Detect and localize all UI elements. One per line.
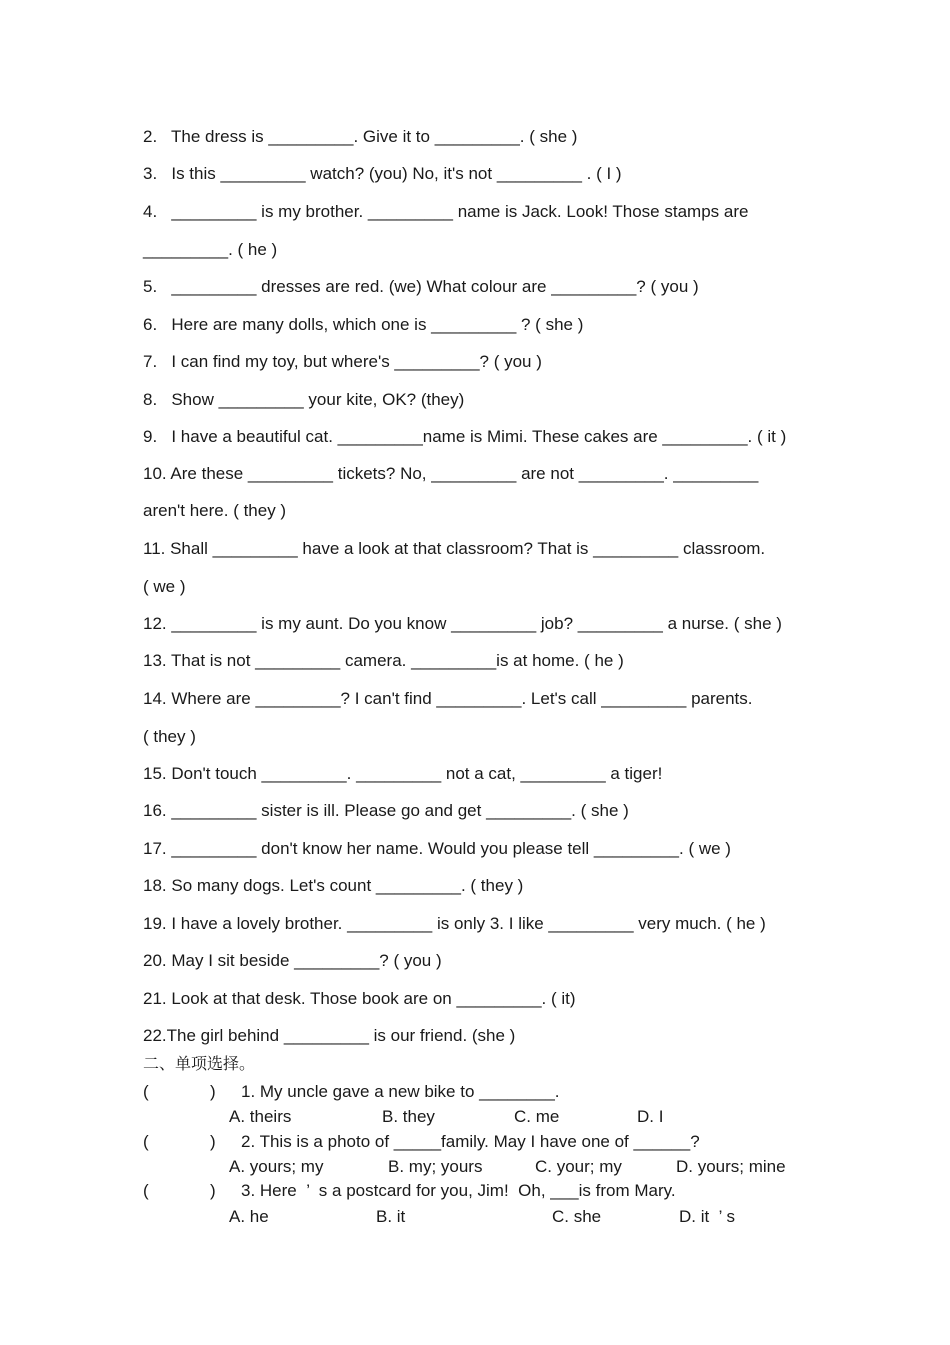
mc-option-2a: A. yours; my bbox=[229, 1157, 324, 1176]
exercise-line-6: 6. Here are many dolls, which one is _________ ? ( she ) bbox=[143, 315, 584, 334]
exercise-line-20: 20. May I sit beside _________? ( you ) bbox=[143, 951, 442, 970]
mc-option-1d: D. I bbox=[637, 1107, 664, 1126]
exercise-line-21: 21. Look at that desk. Those book are on _________. ( it) bbox=[143, 989, 576, 1008]
exercise-line-4-cont: _________. ( he ) bbox=[143, 240, 278, 259]
exercise-line-10-cont: aren't here. ( they ) bbox=[143, 501, 287, 520]
answer-paren-3: ( ) bbox=[143, 1181, 216, 1200]
exercise-line-4: 4. _________ is my brother. _________ name is Jack. Look! Those stamps are bbox=[143, 202, 749, 221]
exercise-line-14: 14. Where are _________? I can't find _________. Let's call _________ parents. bbox=[143, 689, 753, 708]
mc-option-2c: C. your; my bbox=[535, 1157, 622, 1176]
exercise-line-2: 2. The dress is _________. Give it to _________. ( she ) bbox=[143, 127, 578, 146]
mc-option-3d: D. it ’ s bbox=[679, 1207, 736, 1226]
mc-option-3a: A. he bbox=[229, 1207, 269, 1226]
exercise-line-11: 11. Shall _________ have a look at that classroom? That is _________ classroom. bbox=[143, 539, 766, 558]
section-title: 二、单项选择。 bbox=[143, 1054, 256, 1073]
mc-option-2d: D. yours; mine bbox=[676, 1157, 786, 1176]
exercise-line-19: 19. I have a lovely brother. _________ is only 3. I like _________ very much. ( he ) bbox=[143, 914, 766, 933]
exercise-line-11-cont: ( we ) bbox=[143, 577, 186, 596]
exercise-line-5: 5. _________ dresses are red. (we) What colour are _________? ( you ) bbox=[143, 277, 699, 296]
exercise-line-18: 18. So many dogs. Let's count _________. ( they ) bbox=[143, 876, 524, 895]
exercise-line-12: 12. _________ is my aunt. Do you know _________ job? _________ a nurse. ( she ) bbox=[143, 614, 782, 633]
exercise-line-17: 17. _________ don't know her name. Would you please tell _________. ( we ) bbox=[143, 839, 731, 858]
exercise-line-7: 7. I can find my toy, but where's _________? ( you ) bbox=[143, 352, 542, 371]
exercise-line-22: 22.The girl behind _________ is our friend. (she ) bbox=[143, 1026, 516, 1045]
exercise-line-3: 3. Is this _________ watch? (you) No, it's not _________ . ( I ) bbox=[143, 164, 622, 183]
exercise-line-13: 13. That is not _________ camera. _________is at home. ( he ) bbox=[143, 651, 624, 670]
answer-paren-2: ( ) bbox=[143, 1132, 216, 1151]
mc-question-2: 2. This is a photo of _____family. May I have one of ______? bbox=[241, 1132, 700, 1151]
exercise-line-16: 16. _________ sister is ill. Please go and get _________. ( she ) bbox=[143, 801, 629, 820]
exercise-line-8: 8. Show _________ your kite, OK? (they) bbox=[143, 390, 465, 409]
mc-question-1: 1. My uncle gave a new bike to ________. bbox=[241, 1082, 560, 1101]
mc-option-3b: B. it bbox=[376, 1207, 406, 1226]
mc-option-3c: C. she bbox=[552, 1207, 602, 1226]
exercise-line-9: 9. I have a beautiful cat. _________name is Mimi. These cakes are _________. ( it ) bbox=[143, 427, 787, 446]
exercise-line-15: 15. Don't touch _________. _________ not a cat, _________ a tiger! bbox=[143, 764, 663, 783]
mc-option-1a: A. theirs bbox=[229, 1107, 292, 1126]
mc-option-1b: B. they bbox=[382, 1107, 435, 1126]
answer-paren-1: ( ) bbox=[143, 1082, 216, 1101]
exercise-line-14-cont: ( they ) bbox=[143, 727, 196, 746]
mc-option-2b: B. my; yours bbox=[388, 1157, 483, 1176]
exercise-line-10: 10. Are these _________ tickets? No, _________ are not _________. _________ bbox=[143, 464, 759, 483]
mc-option-1c: C. me bbox=[514, 1107, 560, 1126]
mc-question-3: 3. Here ’ s a postcard for you, Jim! Oh, ___is from Mary. bbox=[241, 1181, 676, 1200]
